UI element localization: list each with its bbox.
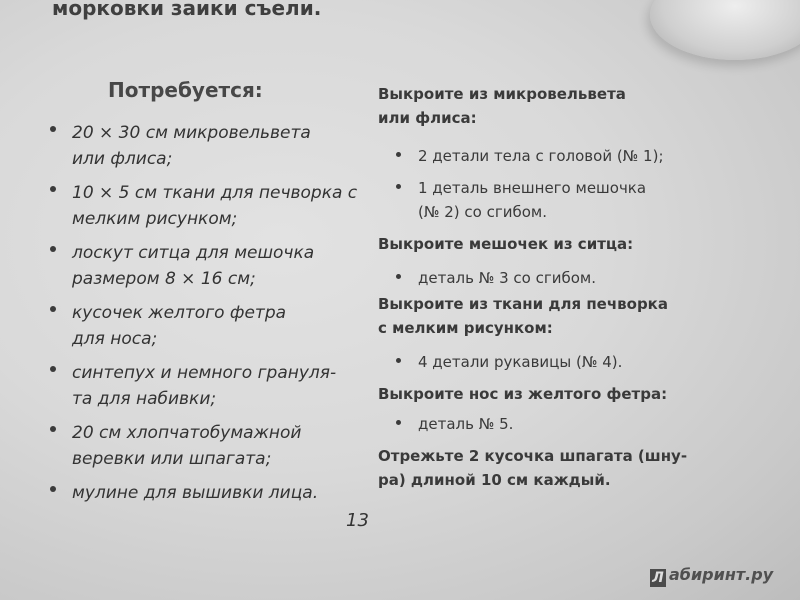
list-item-line: 1 деталь внешнего мешочка (418, 179, 647, 197)
watermark-text: абиринт.ру (669, 565, 774, 584)
bullet-icon (396, 274, 401, 279)
bullet-icon (50, 486, 56, 492)
list-item-line: та для набивки; (72, 389, 217, 409)
list-item-line: лоскут ситца для мешочка (72, 243, 315, 263)
list-item (40, 180, 380, 232)
list-item-line: для носа; (72, 329, 158, 349)
bullet-icon (396, 184, 401, 189)
bullet-icon (50, 186, 56, 192)
list-item-line: деталь № 3 со сгибом. (418, 269, 596, 287)
bullet-icon (50, 306, 56, 312)
bullet-icon (396, 152, 401, 157)
list-item-line: (№ 2) со сгибом. (418, 203, 547, 221)
list-item (40, 300, 380, 352)
bullet-icon (50, 126, 56, 132)
list-item-line: мулине для вышивки лица. (72, 483, 319, 503)
list-item (40, 240, 380, 292)
list-item-line: 10 × 5 см ткани для печворка с (72, 183, 358, 203)
bullet-icon (396, 420, 401, 425)
instruction-line: Выкроите мешочек из ситца: (378, 235, 634, 253)
page-number: 13 (346, 510, 369, 531)
watermark-logo-icon: Л (650, 569, 666, 587)
instruction-line: Выкроите нос из желтого фетра: (378, 385, 668, 403)
instruction-line: ра) длиной 10 см каждый. (378, 471, 611, 489)
list-item (378, 350, 622, 374)
list-item-line: мелким рисунком; (72, 209, 238, 229)
list-item (40, 420, 380, 472)
bullet-icon (50, 246, 56, 252)
list-item-line: деталь № 5. (418, 415, 514, 433)
list-item (40, 120, 380, 172)
list-item-line: кусочек желтого фетра (72, 303, 287, 323)
list-item-line: 20 × 30 см микровельвета (72, 123, 311, 143)
list-item-line: веревки или шпагата; (72, 449, 272, 469)
list-item (378, 412, 513, 436)
site-watermark (650, 565, 773, 587)
instruction-line: с мелким рисунком: (378, 319, 553, 337)
instruction-paragraph (378, 292, 668, 340)
bullet-icon (50, 366, 56, 372)
list-item-line: 2 детали тела с головой (№ 1); (418, 147, 664, 165)
bullet-icon (396, 358, 401, 363)
list-item-line: синтепух и немного грануля- (72, 363, 337, 383)
list-item (378, 144, 664, 168)
list-item (378, 266, 596, 290)
list-item-line: 20 см хлопчатобумажной (72, 423, 302, 443)
materials-heading: Потребуется: (108, 78, 263, 102)
instruction-paragraph (378, 382, 667, 406)
list-item-line: 4 детали рукавицы (№ 4). (418, 353, 623, 371)
instruction-line: Выкроите из микровельвета (378, 85, 626, 103)
list-item (40, 360, 380, 412)
instruction-line: или флиса: (378, 109, 477, 127)
list-item (40, 480, 380, 506)
toy-illustration (650, 0, 800, 60)
instruction-line: Отрежьте 2 кусочка шпагата (шну- (378, 447, 688, 465)
list-item (378, 176, 646, 224)
bullet-icon (50, 426, 56, 432)
list-item-line: размером 8 × 16 см; (72, 269, 256, 289)
materials-list (40, 120, 380, 514)
list-item-line: или флиса; (72, 149, 173, 169)
instruction-line: Выкроите из ткани для печворка (378, 295, 668, 313)
instruction-paragraph (378, 232, 633, 256)
previous-text-line: морковки заики съели. (52, 0, 322, 20)
instruction-paragraph (378, 444, 687, 492)
instruction-paragraph (378, 82, 626, 130)
